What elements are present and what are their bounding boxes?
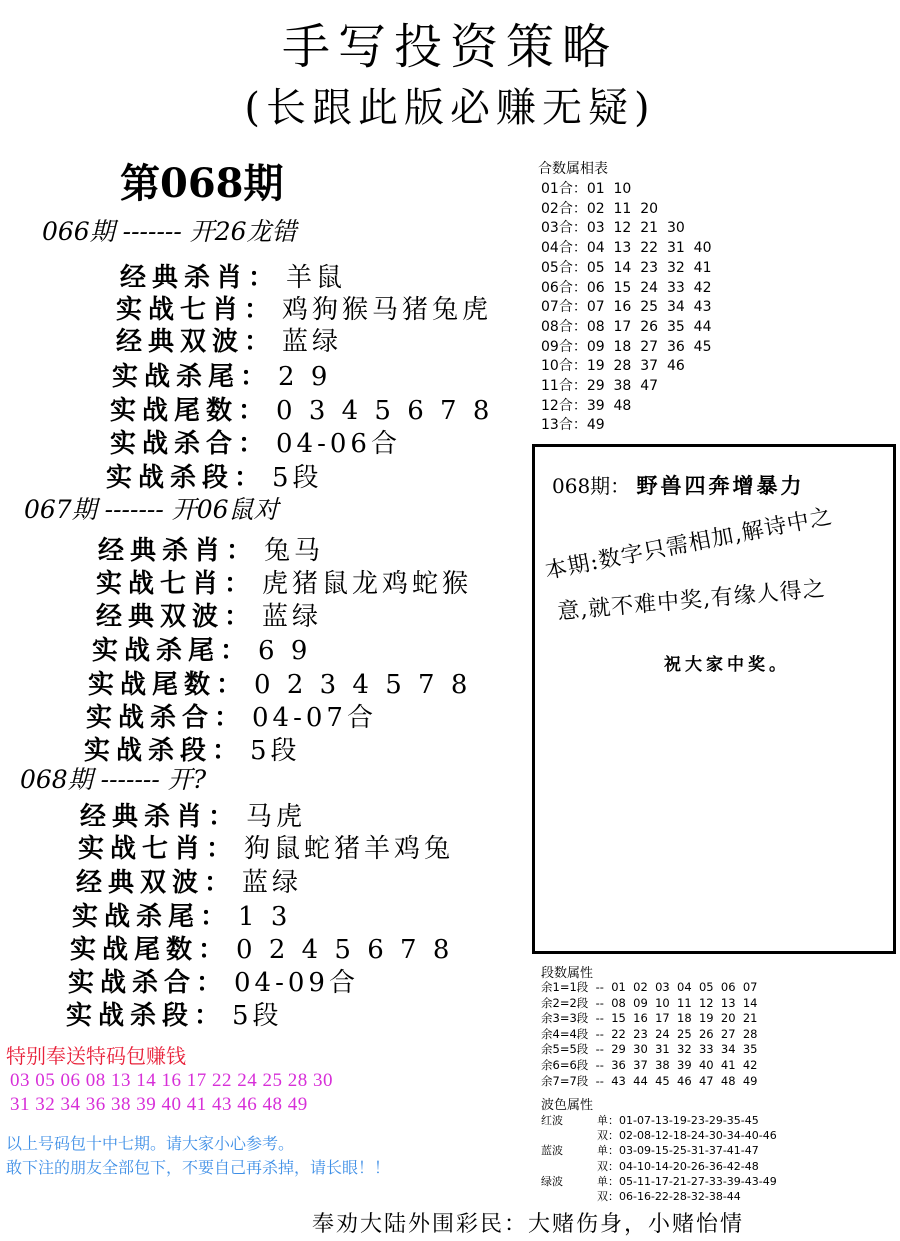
stat-row: 实战杀尾： 1 3 [72, 902, 292, 932]
segments-title: 段数属性 [541, 966, 594, 981]
stat-row: 经典杀肖： 马虎 [80, 802, 307, 832]
segment-row: 余7=7段 -- 43 44 45 46 47 48 49 [541, 1073, 758, 1088]
wave-row: 蓝波 单： 03-09-15-25-31-37-41-47 [541, 1144, 759, 1158]
stat-row: 实战杀段： 5段 [84, 736, 301, 766]
special-numbers-line1: 03 05 06 08 13 14 16 17 22 24 25 28 30 [10, 1070, 333, 1091]
he-row: 13合：49 [541, 417, 605, 434]
waves-title: 波色属性 [541, 1098, 594, 1113]
he-row: 01合：01 10 [541, 181, 632, 197]
special-numbers-line2: 31 32 34 36 38 39 40 41 43 46 48 49 [10, 1094, 308, 1115]
period-head: 066期 ------- 开26龙错 [42, 217, 297, 246]
he-row: 07合：07 16 25 34 43 [541, 299, 712, 316]
he-row: 02合：02 11 20 [541, 200, 659, 217]
he-row: 06合：06 15 24 33 42 [541, 279, 712, 296]
he-row: 10合：19 28 37 46 [541, 358, 685, 375]
stat-row: 经典杀肖： 羊鼠 [120, 263, 347, 293]
period-head: 068期 ------- 开? [20, 765, 207, 794]
wave-row: 双： 06-16-22-28-32-38-44 [597, 1190, 741, 1204]
stat-row: 实战七肖： 鸡狗猴马猪兔虎 [116, 295, 493, 325]
special-note1: 以上号码包十中七期。请大家小心参考。 [6, 1136, 295, 1153]
stat-row: 实战杀合： 04-06合 [110, 429, 401, 459]
blessing-text: 祝大家中奖。 [664, 655, 790, 675]
stat-row: 实战七肖： 狗鼠蛇猪羊鸡兔 [78, 834, 455, 864]
special-heading: 特别奉送特码包赚钱 [6, 1046, 186, 1068]
segment-row: 余6=6段 -- 36 37 38 39 40 41 42 [541, 1057, 758, 1072]
segment-row: 余4=4段 -- 22 23 24 25 26 27 28 [541, 1026, 758, 1041]
stat-row: 经典双波： 蓝绿 [76, 868, 303, 898]
stat-row: 实战尾数： 0 2 4 5 6 7 8 [70, 935, 454, 965]
stat-row: 实战杀段： 5段 [106, 463, 323, 493]
wave-row: 绿波 单： 05-11-17-21-27-33-39-43-49 [541, 1174, 777, 1188]
riddle-title: 068期： 野兽四奔增暴力 [552, 473, 805, 498]
stat-row: 经典双波： 蓝绿 [96, 602, 323, 632]
he-row: 03合：03 12 21 30 [541, 220, 685, 237]
stat-row: 实战杀合： 04-09合 [68, 968, 359, 998]
he-table-title: 合数属相表 [538, 161, 608, 177]
segment-row: 余3=3段 -- 15 16 17 18 19 20 21 [541, 1011, 758, 1026]
he-row: 04合：04 13 22 31 40 [541, 240, 712, 257]
waves-table [541, 1113, 777, 1204]
riddle-hint-line2: 意,就不难中奖,有缘人得之 [556, 576, 827, 625]
he-row: 09合：09 18 27 36 45 [541, 338, 712, 355]
riddle-hint-line1: 本期:数字只需相加,解诗中之 [542, 504, 835, 585]
he-row: 08合：08 17 26 35 44 [541, 318, 712, 335]
stat-row: 实战杀尾： 6 9 [92, 636, 312, 666]
stat-row: 实战杀合： 04-07合 [86, 703, 377, 733]
segment-row: 余5=5段 -- 29 30 31 32 33 34 35 [541, 1042, 758, 1057]
stat-row: 实战尾数： 0 2 3 4 5 7 8 [88, 670, 472, 700]
page-subtitle: (长跟此版必赚无疑) [244, 85, 656, 131]
stat-row: 实战尾数： 0 3 4 5 6 7 8 [110, 396, 494, 426]
segment-row: 余1=1段 -- 01 02 03 04 05 06 07 [541, 980, 758, 994]
wave-row: 红波 单： 01-07-13-19-23-29-35-45 [541, 1114, 759, 1127]
wave-row: 双： 04-10-14-20-26-36-42-48 [597, 1159, 759, 1173]
stat-row: 经典杀肖： 兔马 [98, 536, 325, 566]
segment-row: 余2=2段 -- 08 09 10 11 12 13 14 [541, 995, 758, 1010]
he-table [541, 180, 712, 436]
stat-row: 实战杀段： 5段 [66, 1001, 283, 1031]
he-row: 05合：05 14 23 32 41 [541, 259, 712, 276]
issue-number: 第068期 [120, 160, 284, 207]
he-row: 12合：39 48 [541, 397, 632, 414]
footer-text: 奉劝大陆外围彩民：大赌伤身，小赌怡情 [312, 1212, 745, 1237]
segments-table [541, 980, 758, 1089]
stat-row: 实战杀尾： 2 9 [112, 362, 332, 392]
period-head: 067期 ------- 开06鼠对 [24, 495, 279, 524]
he-row: 11合：29 38 47 [541, 378, 659, 395]
stat-row: 实战七肖： 虎猪鼠龙鸡蛇猴 [96, 569, 473, 599]
wave-row: 双： 02-08-12-18-24-30-34-40-46 [597, 1129, 777, 1143]
special-note2: 敢下注的朋友全部包下，不要自己再杀掉，请长眼！！ [6, 1160, 391, 1177]
stat-row: 经典双波： 蓝绿 [116, 327, 343, 357]
page-title: 手写投资策略 [281, 19, 618, 75]
